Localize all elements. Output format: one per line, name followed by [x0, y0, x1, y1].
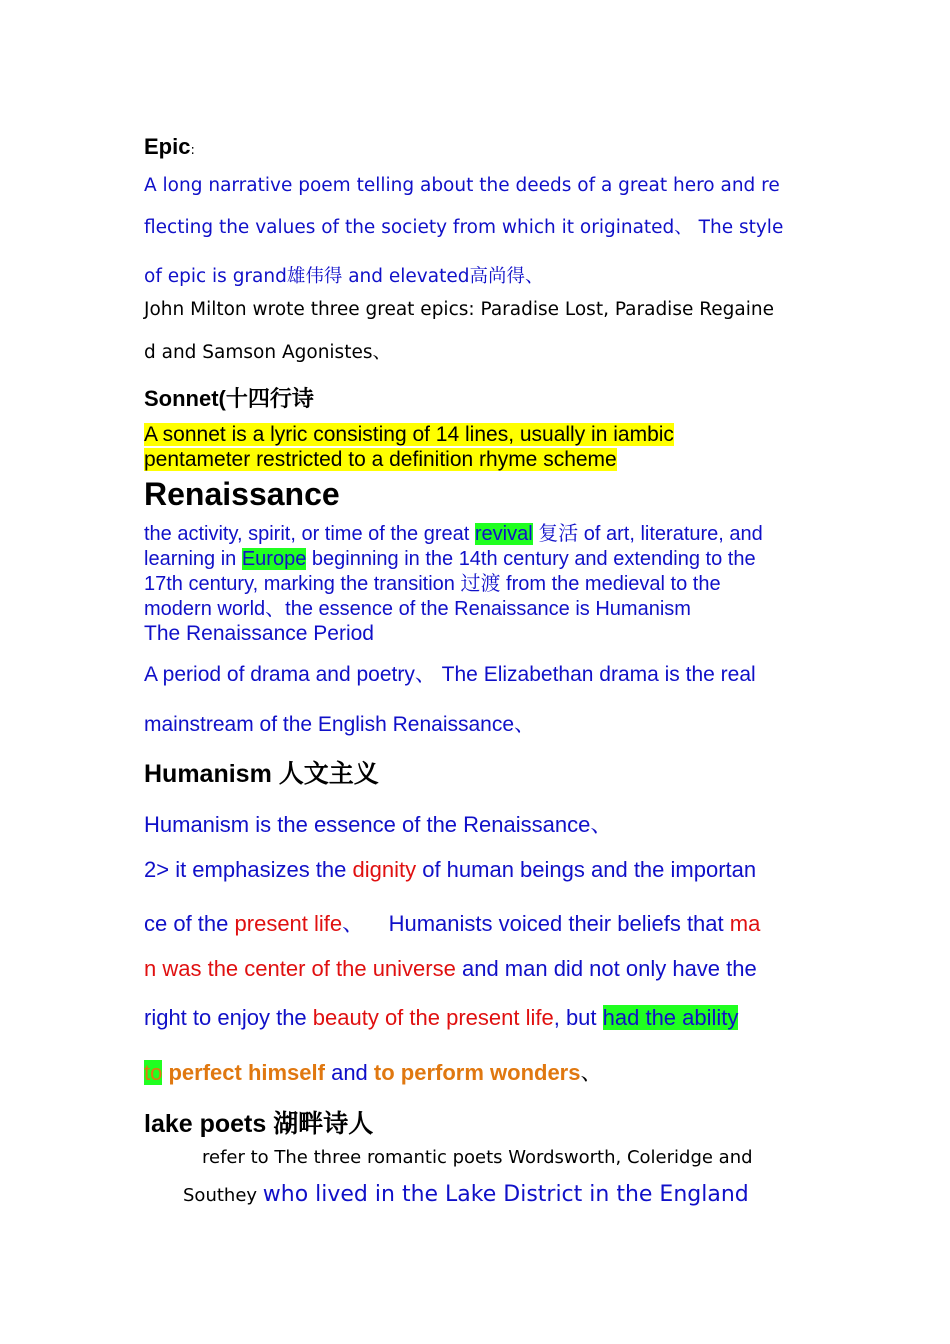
to-highlight: to	[144, 1060, 163, 1085]
renaissance-period-line-2: mainstream of the English Renaissance、	[144, 713, 536, 736]
renaissance-def-line-3: 17th century, marking the transition 过渡 from the medieval to the	[144, 573, 721, 595]
lake-poets-line-1: refer to The three romantic poets Wordsworth, Coleridge and	[202, 1147, 753, 1168]
lake-poets-line-2	[183, 1182, 749, 1207]
perfect-himself-text: perfect himself	[162, 1060, 325, 1085]
humanism-line-2	[144, 857, 756, 883]
dignity-text: dignity	[352, 857, 417, 882]
sonnet-highlight-2: pentameter restricted to a definition rhyme scheme	[144, 448, 617, 471]
humanism-text-2b: of human beings and the importan	[416, 857, 757, 882]
renaissance-period-title: The Renaissance Period	[144, 622, 374, 645]
sonnet-highlight-1: A sonnet is a lyric consisting of 14 lines, usually in iambic	[144, 423, 674, 446]
epic-def-line-3: of epic is grand雄伟得 and elevated高尚得、	[144, 266, 544, 287]
beauty-text: beauty of the present life	[312, 1005, 554, 1030]
epic-def-line-2: flecting the values of the society from which it originated、 The style	[144, 217, 784, 238]
man-text: ma	[729, 911, 761, 936]
revival-highlight: revival	[474, 523, 533, 545]
sonnet-def-line-2	[144, 447, 617, 472]
humanism-text-5b: , but	[553, 1005, 603, 1030]
humanism-text-6b: and	[324, 1060, 374, 1085]
humanism-text-3b: 、 Humanists voiced their beliefs that	[342, 911, 730, 936]
present-life-text: present life	[234, 911, 343, 936]
renaissance-text-1b: 复活 of art, literature, and	[532, 523, 763, 545]
humanism-text-2a: 2> it emphasizes the	[144, 857, 353, 882]
sonnet-heading: Sonnet(十四行诗	[144, 386, 314, 411]
humanism-line-6	[144, 1056, 603, 1087]
sonnet-def-line-1	[144, 422, 674, 447]
center-universe-text: n was the center of the universe	[144, 956, 456, 981]
lake-text-2b: who lived in the Lake District in the England	[262, 1182, 749, 1207]
epic-colon: :	[190, 143, 195, 158]
humanism-text-6c: 、	[580, 1060, 603, 1085]
renaissance-text-1a: the activity, spirit, or time of the great	[144, 523, 475, 545]
humanism-text-5a: right to enjoy the	[144, 1005, 313, 1030]
ability-highlight: had the ability	[602, 1005, 739, 1030]
humanism-line-1: Humanism is the essence of the Renaissance、	[144, 812, 613, 837]
milton-line-2: d and Samson Agonistes、	[144, 342, 391, 363]
humanism-text-4b: and man did not only have the	[455, 956, 757, 981]
epic-title: Epic	[144, 134, 191, 159]
lake-text-2a: Southey	[183, 1185, 263, 1206]
epic-def-line-1: A long narrative poem telling about the deeds of a great hero and re	[144, 175, 780, 196]
humanism-text-3a: ce of the	[144, 911, 235, 936]
renaissance-text-2b: beginning in the 14th century and extending to the	[306, 548, 756, 570]
humanism-line-5	[144, 1005, 738, 1031]
renaissance-heading: Renaissance	[144, 476, 340, 512]
renaissance-period-line-1: A period of drama and poetry、 The Elizabethan drama is the real	[144, 663, 756, 686]
renaissance-def-line-4: modern world、the essence of the Renaissance is Humanism	[144, 598, 691, 620]
renaissance-def-line-1	[144, 522, 763, 547]
perform-wonders-text: to perform wonders	[373, 1060, 581, 1085]
lake-poets-heading: lake poets 湖畔诗人	[144, 1110, 374, 1138]
epic-heading	[144, 134, 195, 160]
renaissance-def-line-2	[144, 547, 756, 572]
humanism-heading: Humanism 人文主义	[144, 760, 379, 788]
humanism-line-4	[144, 956, 757, 982]
milton-line-1: John Milton wrote three great epics: Paradise Lost, Paradise Regaine	[144, 299, 774, 320]
humanism-line-3	[144, 907, 760, 938]
europe-highlight: Europe	[241, 548, 307, 570]
renaissance-text-2a: learning in	[144, 548, 242, 570]
